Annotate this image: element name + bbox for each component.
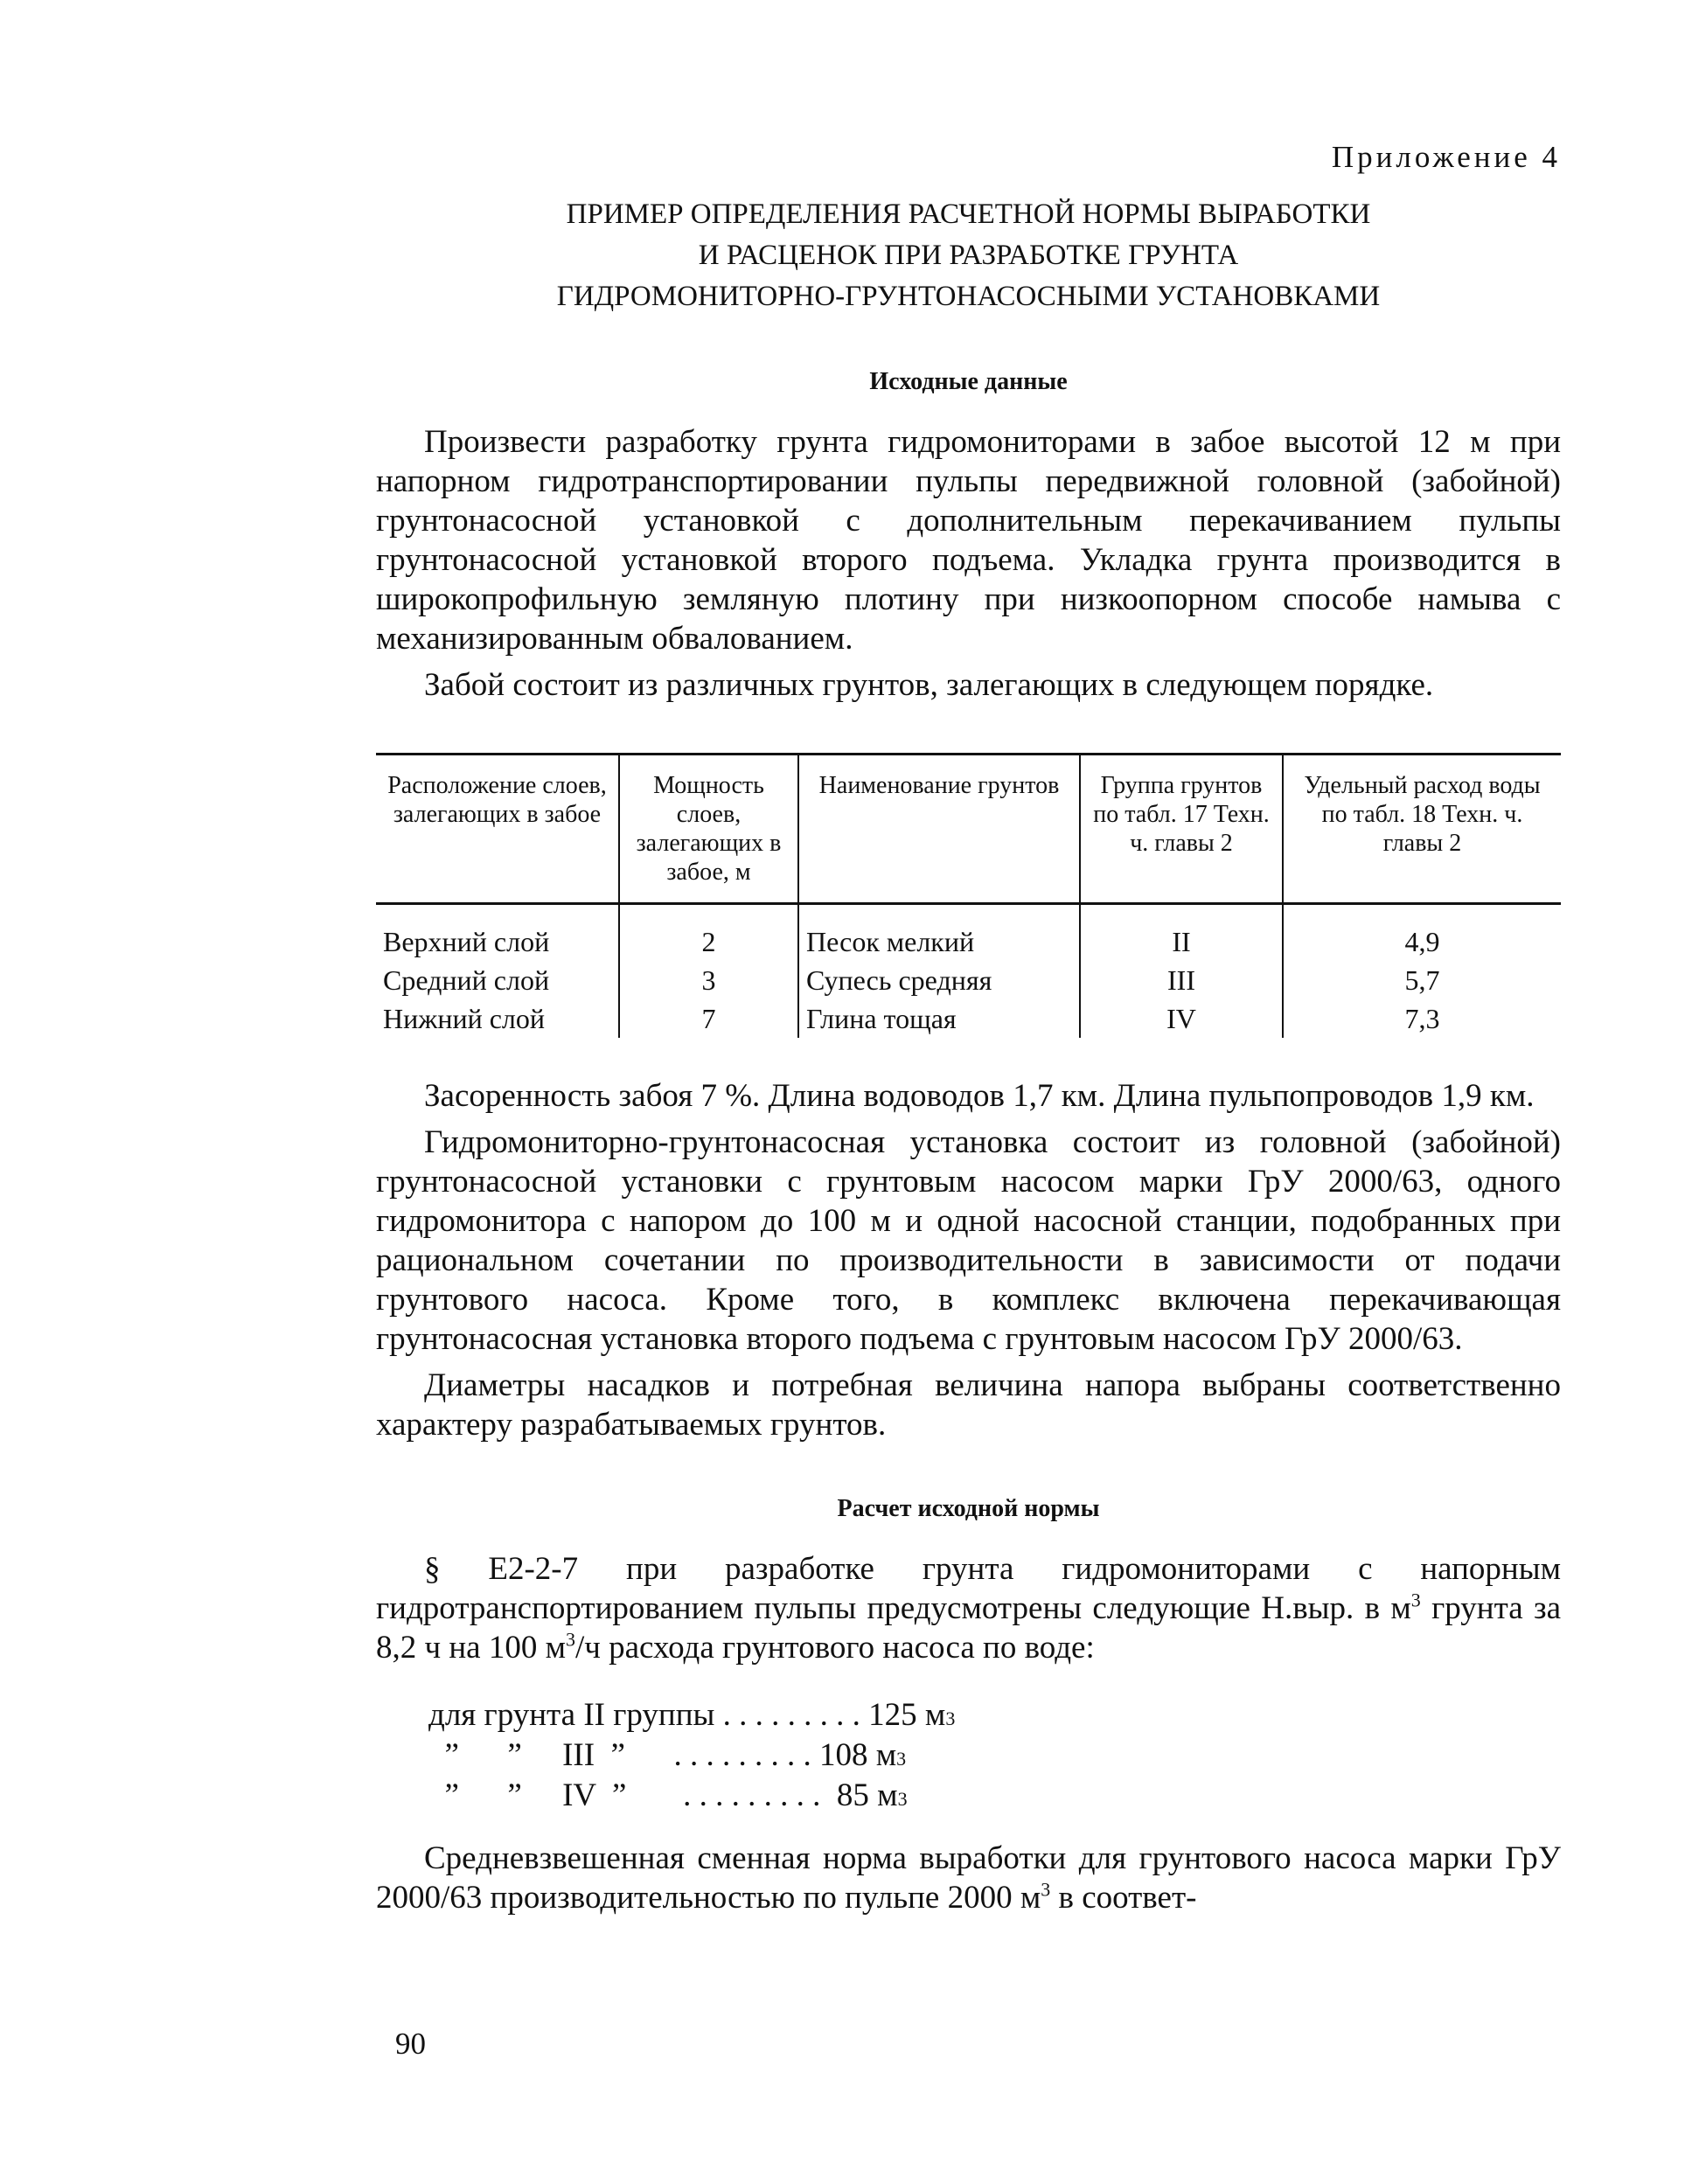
- cell-water: 4,9: [1283, 904, 1561, 962]
- appendix-label: Приложение 4: [1331, 140, 1561, 174]
- cell-layer: Средний слой: [383, 964, 550, 996]
- title-line-3: ГИДРОМОНИТОРНО-ГРУНТОНАСОСНЫМИ УСТАНОВКАМИ: [556, 281, 1381, 312]
- norm-value: 108 м: [818, 1737, 897, 1773]
- cell-thickness: 7: [619, 999, 798, 1038]
- cell-group: III: [1080, 961, 1283, 999]
- header-soil-group: Группа грунтов по табл. 17 Техн. ч. главы 2: [1080, 755, 1283, 904]
- weighted-norm-text-b: в соответ-: [1050, 1880, 1197, 1916]
- header-layer-thickness: Мощность слоев, залегающих в забое, м: [619, 755, 798, 904]
- paragraph-task: Произвести разработку грунта гидромониторами в забое высотой 12 м при напорном гидротранспортировании пульпы передвижной головной (забойной) грунтонасосной установкой с дополнительным перекачиванием пульпы грунтонасосной установкой второго подъема. Укладка грунта производится в широкопрофильную земляную плотину при низкоопорном способе намыва с механизированным обвалованием.: [376, 424, 1561, 657]
- title-line-1: ПРИМЕР ОПРЕДЕЛЕНИЯ РАСЧЕТНОЙ НОРМЫ ВЫРАБОТКИ: [566, 198, 1371, 230]
- norm-value: 85 м: [836, 1777, 898, 1813]
- norm-reference-text-b: грунта за 8,2 ч на 100 м: [376, 1590, 1561, 1666]
- norm-label: ” ” III ”: [428, 1737, 666, 1773]
- document-page: [376, 140, 1561, 1924]
- header-water-consumption: Удельный расход воды по табл. 18 Техн. ч. главы 2: [1283, 755, 1561, 904]
- norm-label: ” ” IV ”: [428, 1777, 675, 1813]
- cell-soil: Глина тощая: [798, 999, 1080, 1038]
- norm-label: для грунта II группы: [428, 1697, 715, 1733]
- section-heading-norm-calculation: Расчет исходной нормы: [837, 1495, 1100, 1522]
- cell-water: 7,3: [1283, 999, 1561, 1038]
- cell-group: II: [1080, 904, 1283, 962]
- cell-layer: Верхний слой: [383, 926, 550, 957]
- superscript: 3: [1410, 1589, 1421, 1611]
- list-item: для грунта II группы . . . . . . . . . 125 м 3: [428, 1695, 1561, 1735]
- paragraph-norm-reference: [376, 1549, 1561, 1667]
- weighted-norm-text-a: Средневзвешенная сменная норма выработки для грунтового насоса марки ГрУ 2000/63 производительностью по пульпе 2000 м: [376, 1840, 1561, 1916]
- document-title: [376, 194, 1561, 317]
- section-heading-source-data: Исходные данные: [869, 368, 1068, 395]
- list-item: ” ” IV ” . . . . . . . . . 85 м 3: [428, 1776, 1561, 1816]
- paragraph-face-layers: Забой состоит из различных грунтов, залегающих в следующем порядке.: [424, 667, 1434, 703]
- norm-dots: . . . . . . . . .: [674, 1777, 837, 1813]
- paragraph-installation: Гидромониторно-грунтонасосная установка состоит из головной (забойной) грунтонасосной установки с грунтовым насосом марки ГрУ 2000/63, одного гидромонитора с напором до 100 м и одной насосной станции, подобранных при рациональном сочетании по производительности в зависимости от подачи грунтового насоса. Кроме того, в комплекс включена перекачивающая грунтонасосная установка второго подъема с грунтовым насосом ГрУ 2000/63.: [376, 1124, 1561, 1357]
- cell-water: 5,7: [1283, 961, 1561, 999]
- superscript: 3: [1041, 1878, 1051, 1901]
- cell-soil: Песок мелкий: [798, 904, 1080, 962]
- header-soil-name: Наименование грунтов: [798, 755, 1080, 904]
- paragraph-contamination: Засоренность забоя 7 %. Длина водоводов 1,7 км. Длина пульпопроводов 1,9 км.: [424, 1078, 1535, 1114]
- table-row: [376, 999, 1561, 1038]
- table-header-row: [376, 755, 1561, 904]
- norm-dots: . . . . . . . . .: [714, 1697, 869, 1733]
- norm-reference-text-a: § Е2-2-7 при разработке грунта гидромониторами с напорным гидротранспортированием пульпы предусмотрены следующие Н.выр. в м: [376, 1551, 1561, 1626]
- cell-group: IV: [1080, 999, 1283, 1038]
- cell-thickness: 2: [619, 904, 798, 962]
- norm-reference-text-c: /ч расхода грунтового насоса по воде:: [575, 1630, 1095, 1666]
- cell-soil: Супесь средняя: [798, 961, 1080, 999]
- superscript: 3: [566, 1628, 575, 1651]
- cell-layer: Нижний слой: [383, 1003, 546, 1034]
- paragraph-nozzles: Диаметры насадков и потребная величина напора выбраны соответственно характеру разрабатываемых грунтов.: [376, 1367, 1561, 1443]
- norm-list: [428, 1695, 1561, 1816]
- table-row: [376, 961, 1561, 999]
- table-row: [376, 904, 1561, 962]
- norm-value: 125 м: [868, 1697, 946, 1733]
- paragraph-weighted-norm: [376, 1839, 1561, 1917]
- list-item: ” ” III ” . . . . . . . . . 108 м 3: [428, 1735, 1561, 1776]
- cell-thickness: 3: [619, 961, 798, 999]
- soil-layers-table: [376, 753, 1561, 1038]
- norm-dots: . . . . . . . . .: [665, 1737, 819, 1773]
- page-number: 90: [395, 2027, 426, 2061]
- title-line-2: И РАСЦЕНОК ПРИ РАЗРАБОТКЕ ГРУНТА: [698, 240, 1239, 271]
- header-layer-position: Расположение слоев, залегающих в забое: [387, 772, 607, 828]
